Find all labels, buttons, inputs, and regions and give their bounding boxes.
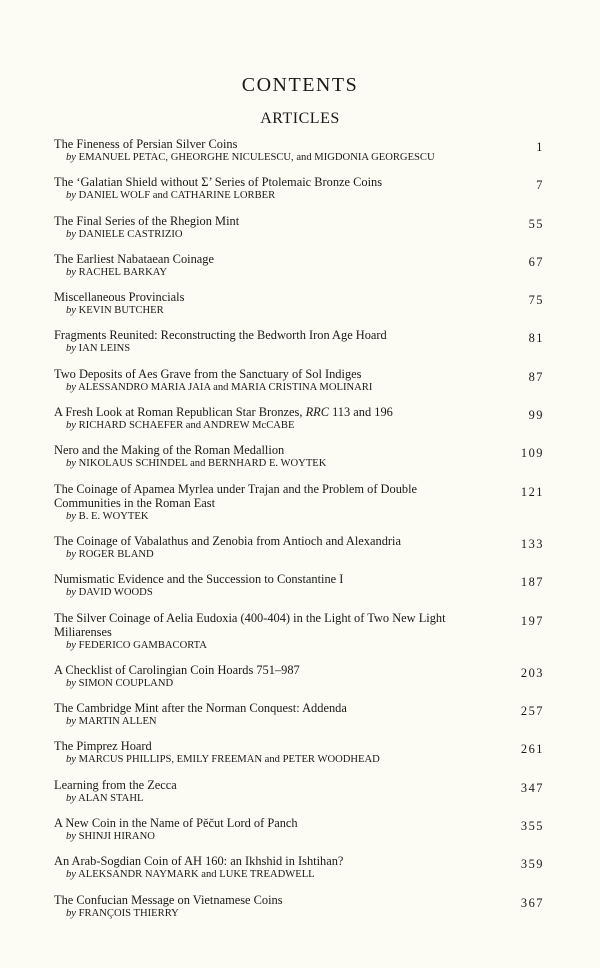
toc-entry-text [54, 534, 500, 561]
by-label: by [66, 266, 76, 278]
article-title [54, 701, 500, 715]
toc-entry [54, 739, 544, 766]
article-title-text: The Silver Coinage of Aelia Eudoxia (400-404) in the Light of Two New Light [54, 610, 446, 625]
author-names: ALEKSANDR NAYMARK and LUKE TREADWELL [78, 869, 315, 881]
article-title-text: The Final Series of the Rhegion Mint [54, 213, 240, 228]
author-names: SIMON COUPLAND [78, 677, 174, 689]
by-label: by [66, 639, 76, 651]
toc-entry [54, 893, 544, 920]
toc-entry-text [54, 214, 500, 241]
page-number: 359 [520, 857, 544, 872]
article-title [54, 175, 500, 189]
article-authors [54, 639, 500, 652]
article-title [54, 854, 500, 868]
author-names: MARTIN ALLEN [78, 716, 157, 728]
article-authors [54, 304, 500, 317]
article-title [54, 367, 500, 381]
by-label: by [66, 754, 76, 766]
article-authors [54, 419, 500, 432]
article-title [54, 893, 500, 907]
page-number: 67 [528, 254, 544, 269]
page-number: 75 [528, 293, 544, 308]
article-title [54, 572, 500, 586]
author-names: FRANÇOIS THIERRY [78, 907, 179, 919]
article-authors [54, 753, 500, 766]
page-number: 261 [520, 742, 544, 757]
author-names: DANIELE CASTRIZIO [78, 228, 183, 240]
by-label: by [66, 677, 76, 689]
article-title [54, 405, 500, 419]
by-label: by [66, 420, 76, 432]
article-authors [54, 677, 500, 690]
article-authors [54, 586, 500, 599]
toc-entry-text [54, 252, 500, 279]
author-names: DAVID WOODS [78, 587, 153, 599]
article-title [54, 137, 500, 151]
page-number: 257 [520, 704, 544, 719]
toc-entry-text [54, 893, 500, 920]
article-title-text: The Confucian Message on Vietnamese Coins [54, 892, 283, 907]
page-number: 7 [536, 178, 544, 193]
page-number: 347 [520, 780, 544, 795]
article-title [54, 252, 500, 266]
article-authors [54, 342, 500, 355]
article-title-text: A Fresh Look at Roman Republican Star Bronzes, [54, 405, 306, 420]
toc-entry [54, 252, 544, 279]
toc-entry [54, 214, 544, 241]
article-title [54, 290, 500, 304]
article-title [54, 443, 500, 457]
article-authors [54, 189, 500, 202]
author-names: IAN LEINS [78, 343, 131, 355]
by-label: by [66, 510, 76, 522]
article-title [54, 816, 500, 830]
toc-entry-text [54, 443, 500, 470]
article-title-italic: RRC [305, 405, 329, 420]
article-title-text: A New Coin in the Name of Pěčut Lord of Panch [54, 816, 298, 831]
article-authors [54, 830, 500, 843]
by-label: by [66, 190, 76, 202]
toc-entry [54, 405, 544, 432]
author-names: DANIEL WOLF and CATHARINE LORBER [78, 190, 276, 202]
article-authors [54, 510, 500, 523]
article-title [54, 214, 500, 228]
toc-entry [54, 534, 544, 561]
page-number: 55 [528, 216, 544, 231]
author-names: RICHARD SCHAEFER and ANDREW McCABE [78, 420, 295, 432]
toc-entry-text [54, 663, 500, 690]
toc-entry-text [54, 405, 500, 432]
toc-entry-text [54, 572, 500, 599]
toc-entry [54, 482, 544, 523]
toc-entry-text [54, 482, 500, 523]
by-label: by [66, 228, 76, 240]
toc-entry-text [54, 778, 500, 805]
page-number: 99 [528, 408, 544, 423]
article-authors [54, 792, 500, 805]
page-number: 133 [520, 536, 544, 551]
toc-entry-text [54, 701, 500, 728]
toc-entry [54, 611, 544, 652]
by-label: by [66, 458, 76, 470]
article-title-text: The Cambridge Mint after the Norman Conquest: Addenda [54, 701, 347, 716]
toc-entry-text [54, 854, 500, 881]
article-authors [54, 151, 500, 164]
author-names: RACHEL BARKAY [78, 266, 168, 278]
article-title-text: The Earliest Nabataean Coinage [54, 251, 214, 266]
article-title-text: A Checklist of Carolingian Coin Hoards 751–987 [54, 662, 300, 677]
author-names: MARCUS PHILLIPS, EMILY FREEMAN and PETER WOODHEAD [78, 754, 380, 766]
page-number: 81 [528, 331, 544, 346]
toc-entry-text [54, 175, 500, 202]
article-title-text: The Coinage of Apamea Myrlea under Trajan and the Problem of Double [54, 481, 418, 496]
author-names: FEDERICO GAMBACORTA [78, 639, 207, 651]
page-number: 109 [520, 446, 544, 461]
by-label: by [66, 305, 76, 317]
article-authors [54, 548, 500, 561]
toc-entry-text [54, 611, 500, 652]
article-title [54, 778, 500, 792]
toc-entry-text [54, 328, 500, 355]
by-label: by [66, 716, 76, 728]
page-title: CONTENTS [241, 74, 359, 96]
toc-entry [54, 175, 544, 202]
article-title [54, 611, 500, 625]
toc-entry [54, 816, 544, 843]
author-names: SHINJI HIRANO [78, 831, 155, 843]
article-title-text: Fragments Reunited: Reconstructing the Bedworth Iron Age Hoard [54, 328, 387, 343]
article-title [54, 328, 500, 342]
by-label: by [66, 869, 76, 881]
toc-entry [54, 663, 544, 690]
page-number: 121 [520, 484, 544, 499]
article-title-text: Numismatic Evidence and the Succession to Constantine I [54, 572, 344, 587]
page-number: 355 [520, 819, 544, 834]
section-title: ARTICLES [260, 110, 340, 127]
article-title-text: The Pimprez Hoard [54, 739, 152, 754]
author-names: ALAN STAHL [78, 792, 144, 804]
article-title-text: Miscellaneous Provincials [54, 290, 185, 305]
article-authors [54, 868, 500, 881]
article-authors [54, 457, 500, 470]
article-title [54, 663, 500, 677]
article-authors [54, 715, 500, 728]
author-names: EMANUEL PETAC, GHEORGHE NICULESCU, and MIGDONIA GEORGESCU [78, 152, 435, 163]
article-authors [54, 381, 500, 394]
article-title-line2: Communities in the Roman East [54, 495, 216, 510]
article-title-text: Nero and the Making of the Roman Medallion [54, 443, 285, 458]
article-title [54, 739, 500, 753]
page-number: 187 [520, 575, 544, 590]
page-number: 1 [536, 140, 544, 154]
page-number: 203 [520, 665, 544, 680]
by-label: by [66, 381, 76, 393]
author-names: KEVIN BUTCHER [78, 305, 164, 317]
article-title-text: The ‘Galatian Shield without Σ’ Series of Ptolemaic Bronze Coins [54, 175, 383, 190]
article-authors [54, 907, 500, 920]
toc-entry-text [54, 290, 500, 317]
page-number: 197 [520, 613, 544, 628]
by-label: by [66, 343, 76, 355]
page-number: 87 [528, 369, 544, 384]
by-label: by [66, 792, 76, 804]
by-label: by [66, 587, 76, 599]
page-number: 367 [520, 895, 544, 910]
article-title-text: Learning from the Zecca [54, 777, 177, 792]
article-title-text: An Arab-Sogdian Coin of AH 160: an Ikhshid in Ishtihan? [54, 854, 344, 869]
toc-entry [54, 572, 544, 599]
toc-entry [54, 443, 544, 470]
by-label: by [66, 831, 76, 843]
by-label: by [66, 152, 76, 163]
article-title-text: The Coinage of Vabalathus and Zenobia from Antioch and Alexandria [54, 533, 401, 548]
author-names: NIKOLAUS SCHINDEL and BERNHARD E. WOYTEK [78, 458, 327, 470]
toc-entry-text [54, 367, 500, 394]
article-title [54, 482, 500, 496]
article-title [54, 534, 500, 548]
table-of-contents [54, 137, 544, 931]
toc-entry-text [54, 137, 500, 164]
toc-entry-text [54, 816, 500, 843]
article-title-text: Two Deposits of Aes Grave from the Sanctuary of Sol Indiges [54, 366, 362, 381]
author-names: ALESSANDRO MARIA JAIA and MARIA CRISTINA MOLINARI [78, 381, 373, 393]
toc-entry [54, 778, 544, 805]
toc-entry [54, 290, 544, 317]
toc-entry [54, 701, 544, 728]
article-title-tail: 113 and 196 [328, 405, 393, 420]
article-title-text: The Fineness of Persian Silver Coins [54, 137, 238, 151]
author-names: B. E. WOYTEK [78, 510, 149, 522]
toc-entry [54, 328, 544, 355]
author-names: ROGER BLAND [78, 548, 154, 560]
toc-entry [54, 137, 544, 164]
by-label: by [66, 907, 76, 919]
by-label: by [66, 548, 76, 560]
article-authors [54, 228, 500, 241]
toc-entry [54, 854, 544, 881]
toc-entry-text [54, 739, 500, 766]
article-title-line2: Miliarenses [54, 624, 112, 639]
toc-entry [54, 367, 544, 394]
article-authors [54, 266, 500, 279]
